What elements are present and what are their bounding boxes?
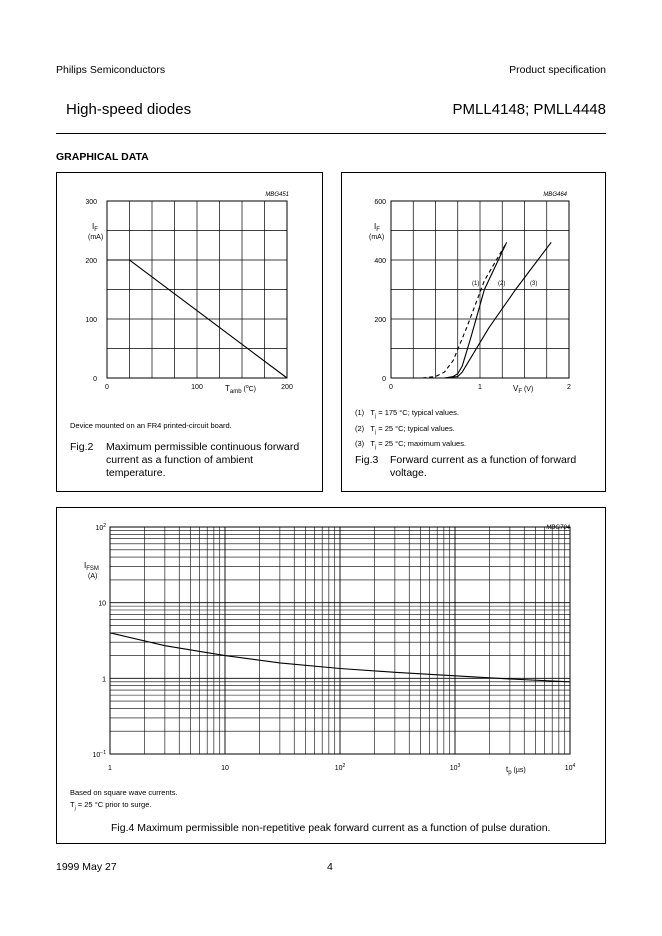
y-tick-600: 600 [374, 199, 386, 206]
figure-3-box [341, 172, 606, 492]
x-tick-label: $10^3$ [449, 763, 461, 772]
x-axis-label: $t_p$ (µs) [506, 765, 526, 776]
y-tick-label: $10^{-1}$ [92, 750, 106, 759]
curve-label-2: (2) [498, 281, 506, 287]
figure-4-note-1: Based on square wave currents. [70, 788, 178, 797]
page-title: High-speed diodes [66, 101, 192, 118]
figure-2-code: MBG451 [265, 192, 289, 198]
y-tick-label: 1 [102, 676, 106, 684]
figure-4-code: MBG704 [546, 525, 570, 531]
note-text: = 175 °C; typical values. [376, 408, 459, 417]
x-axis-label: $V_F$ (V) [513, 384, 534, 395]
note-number: (3) [355, 439, 365, 448]
figure-2-box [56, 172, 323, 492]
y-axis-label: $I_F$ [374, 222, 380, 233]
header-rule [56, 133, 606, 134]
curve-label-3: (3) [530, 281, 538, 287]
footer-date: 1999 May 27 [56, 861, 117, 873]
y-axis-unit: (mA) [369, 234, 385, 241]
series-line-2 [444, 242, 506, 378]
x-axis-label: $T_{amb}$ ($^o$C) [225, 384, 257, 395]
x-tick-0: 0 [105, 384, 109, 391]
figure-3-caption-text: Forward current as a function of forward voltage. [390, 454, 577, 479]
x-tick-label: 10 [221, 765, 229, 772]
figure-3-code: MBG464 [543, 192, 567, 198]
figure-3-notes [355, 407, 466, 454]
x-tick-100: 100 [191, 384, 203, 391]
figure-2-note: Device mounted on an FR4 printed-circuit board. [70, 421, 232, 430]
figure-2-number: Fig.2 [70, 441, 94, 453]
figure-3-note-1: (1) $T_j = 175$ °C; typical values. [355, 408, 459, 420]
figure-4-box [56, 507, 606, 844]
note-text: = 25 °C; maximum values. [376, 439, 467, 448]
y-tick-label: 10 [98, 600, 106, 608]
x-tick-1: 1 [478, 384, 482, 391]
y-tick-200: 200 [85, 258, 97, 265]
x-tick-label: $10^2$ [334, 763, 346, 772]
document-type: Product specification [509, 64, 606, 76]
company-name: Philips Semiconductors [56, 64, 166, 76]
figure-4-note-2: $T_j = 25$ °C prior to surge. [70, 800, 152, 812]
note-text: = 25 °C; typical values. [376, 423, 455, 433]
figure-4-caption: Fig.4 Maximum permissible non-repetitive peak forward current as a function of pulse duration. [111, 822, 551, 834]
y-axis-label: $I_{FSM}$ [84, 561, 99, 572]
x-tick-label: 1 [108, 765, 112, 772]
note-subscript: j [375, 413, 377, 420]
note-number: (1) [355, 408, 365, 417]
y-axis-label: $I_F$ [92, 222, 98, 233]
figure-3-note-2: (2) $T_j = 25$ °C; typical values. [355, 423, 455, 435]
section-title: GRAPHICAL DATA [56, 151, 149, 163]
y-axis-unit: (A) [88, 573, 98, 580]
x-tick-200: 200 [281, 384, 293, 391]
y-tick-200: 200 [374, 317, 386, 324]
x-tick-0: 0 [389, 384, 393, 391]
note-subscript: j [375, 429, 377, 435]
y-tick-0: 0 [93, 376, 97, 383]
y-tick-300: 300 [85, 199, 97, 206]
note-number: (2) [355, 423, 365, 433]
y-tick-label: $10^2$ [95, 523, 106, 532]
page-number: 4 [327, 861, 333, 873]
y-tick-400: 400 [374, 258, 386, 265]
x-tick-label: $10^4$ [564, 763, 576, 772]
x-tick-2: 2 [567, 384, 571, 391]
y-tick-0: 0 [382, 376, 386, 383]
figure-3-number: Fig.3 [355, 454, 379, 466]
figure-2-caption-text: Maximum permissible continuous forward current as a function of ambient temperature. [106, 441, 300, 479]
curve-label-1: (1) [472, 281, 480, 287]
series-line-3 [444, 242, 551, 378]
note-subscript: j [375, 444, 377, 451]
y-axis-unit: (mA) [88, 234, 104, 241]
part-numbers: PMLL4148; PMLL4448 [452, 101, 606, 118]
note-text: = 25 °C prior to surge. [75, 800, 152, 809]
y-tick-100: 100 [85, 317, 97, 324]
figure-3-note-3: (3) $T_j = 25$ °C; maximum values. [355, 439, 467, 451]
